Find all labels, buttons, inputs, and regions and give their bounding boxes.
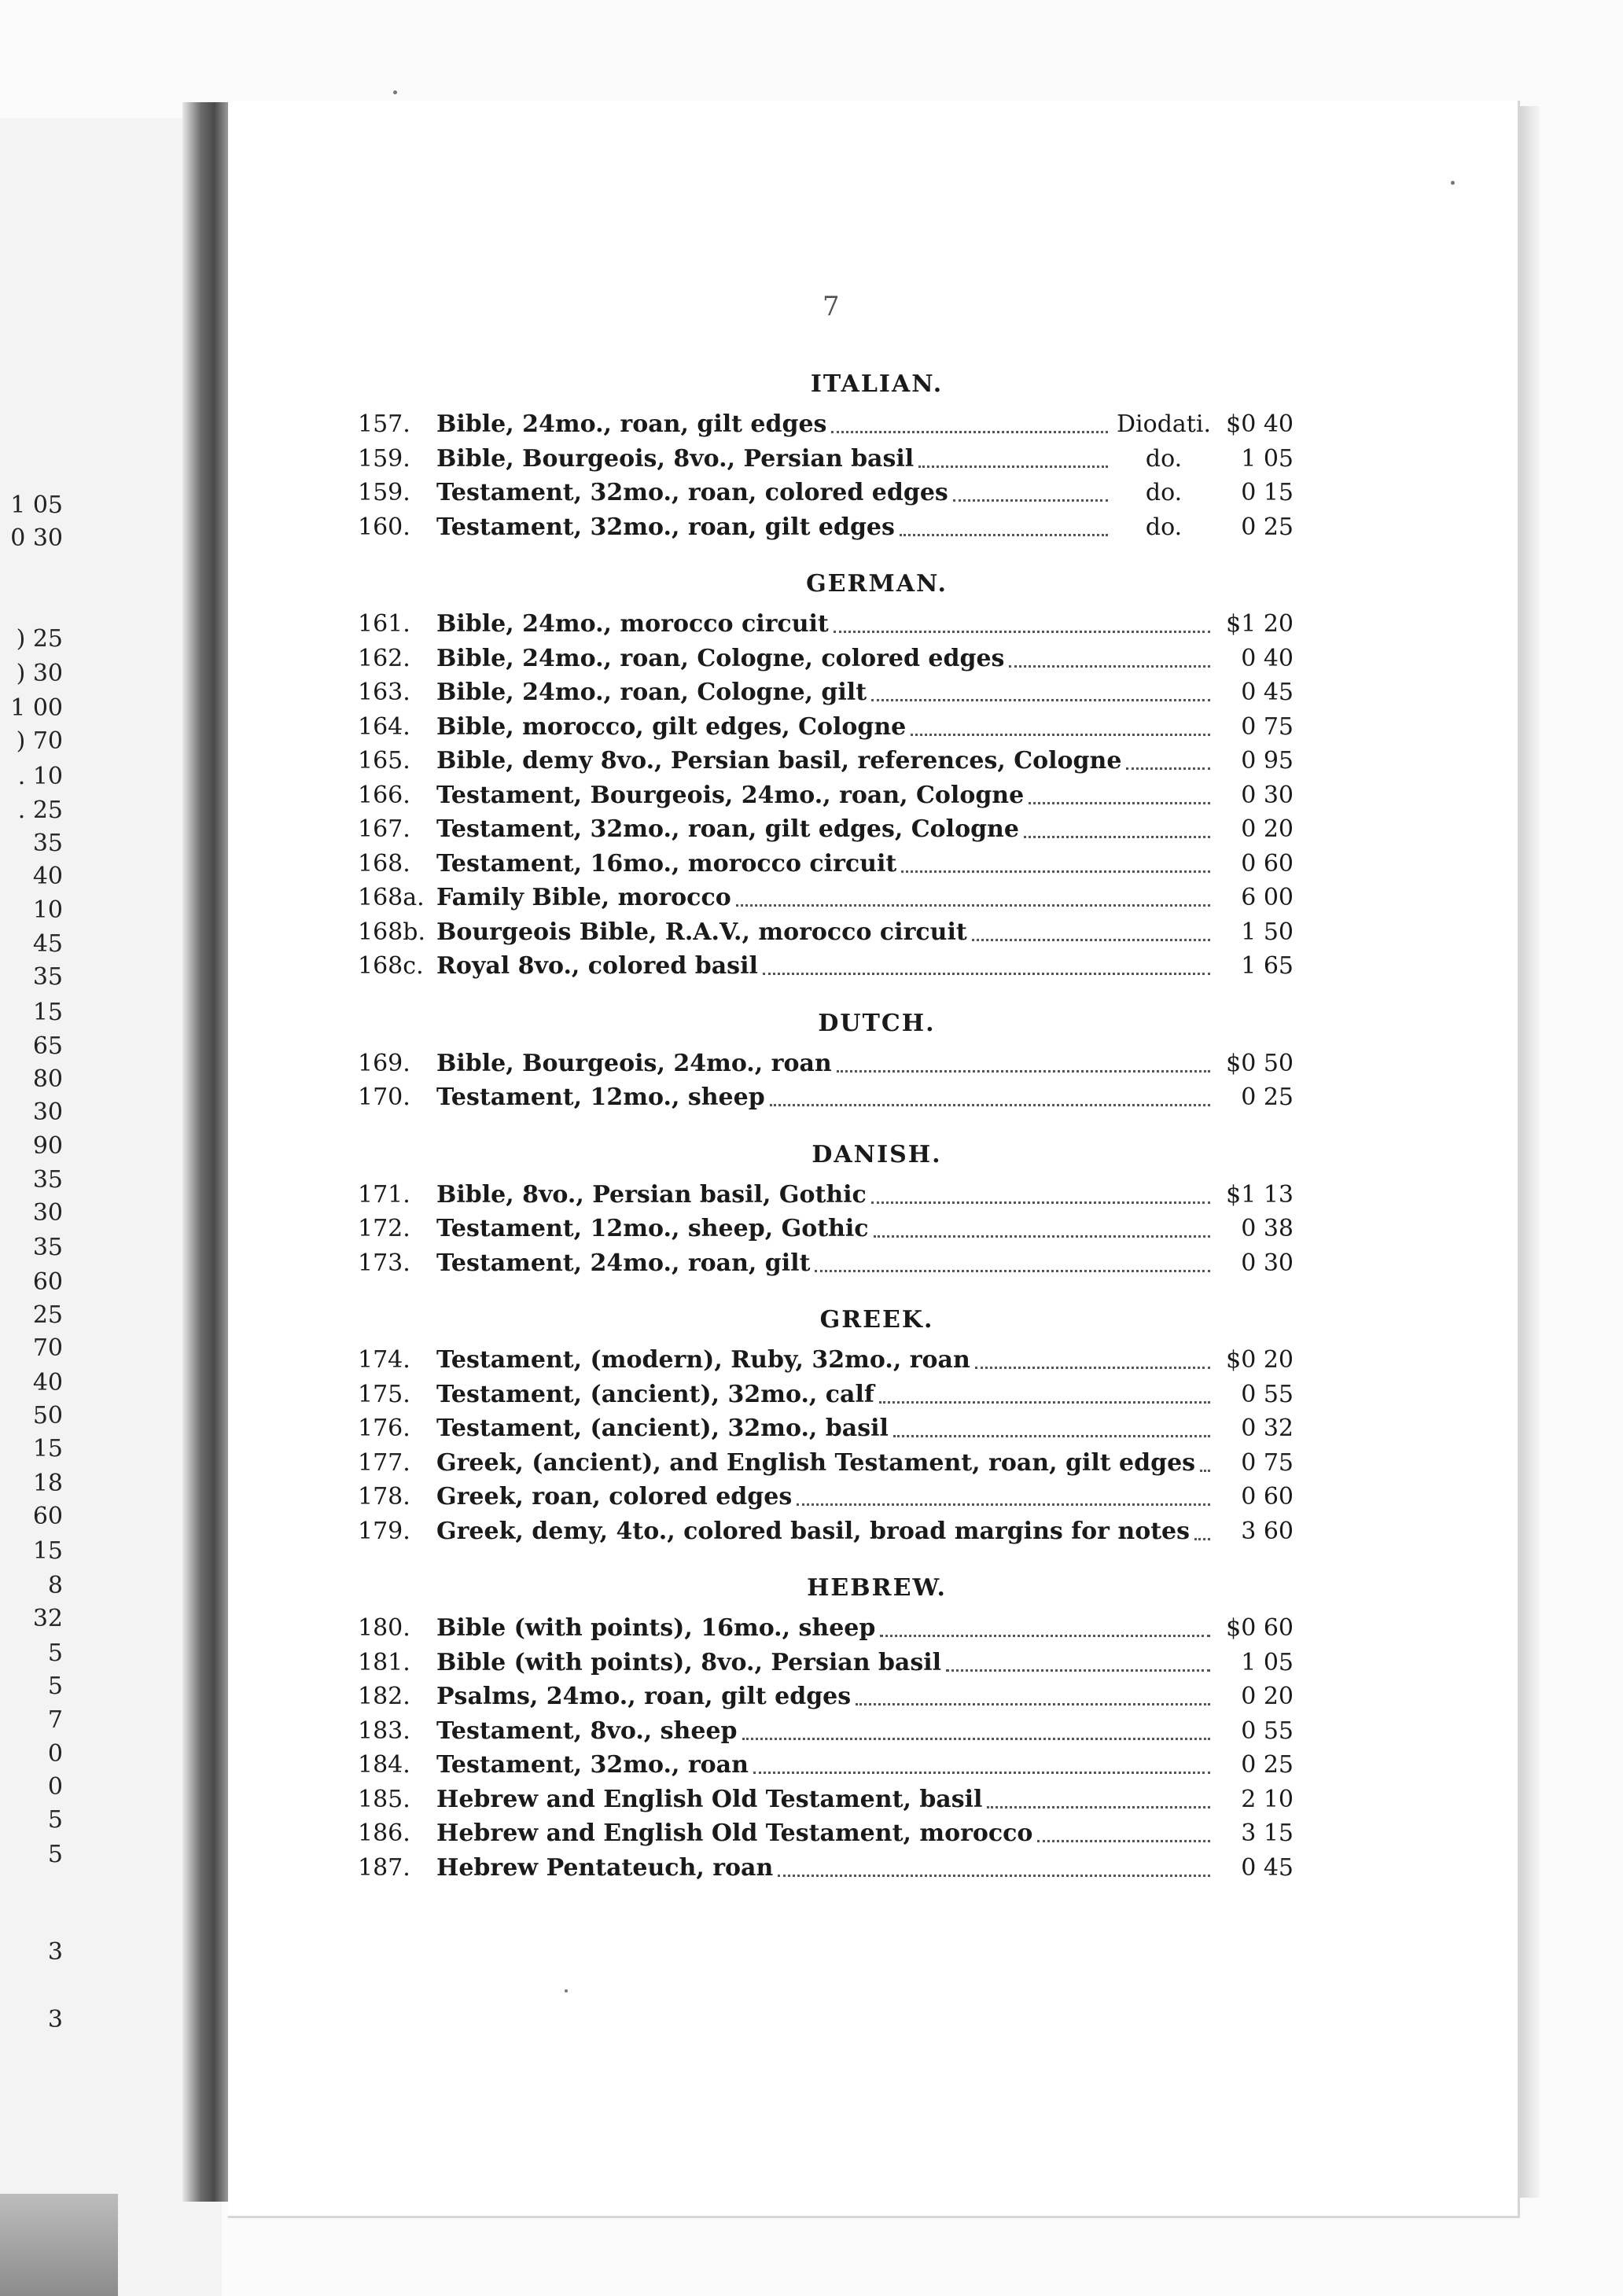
item-number: 170. — [358, 1084, 410, 1111]
item-number: 171. — [358, 1180, 410, 1209]
left-page-price: 15 — [32, 1435, 63, 1463]
item-description: Testament, (modern), Ruby, 32mo., roan — [436, 1346, 970, 1374]
list-item — [358, 881, 1294, 915]
section-title: ITALIAN. — [810, 370, 944, 398]
dot-leader — [1024, 812, 1210, 838]
item-price: 0 60 — [1241, 1483, 1294, 1510]
dot-leader — [770, 1080, 1210, 1106]
list-item — [358, 1178, 1294, 1212]
list-item — [358, 1378, 1294, 1412]
dot-leader — [871, 675, 1210, 701]
item-description: Greek, roan, colored edges — [436, 1483, 793, 1510]
item-description: Greek, demy, 4to., colored basil, broad margins for notes — [436, 1517, 1191, 1545]
item-number: 159. — [358, 479, 410, 506]
left-page-price: 5 — [47, 1639, 63, 1667]
item-number: 168. — [358, 849, 410, 878]
item-price: $0 20 — [1226, 1346, 1294, 1374]
book-gutter — [182, 102, 228, 2202]
item-price: 0 38 — [1241, 1215, 1294, 1242]
item-price: 0 25 — [1241, 513, 1294, 541]
left-page-price: 0 — [47, 1773, 63, 1801]
item-price: 0 25 — [1241, 1751, 1294, 1779]
dot-leader — [879, 1378, 1210, 1404]
list-item — [358, 407, 1294, 442]
left-page-price: 60 — [32, 1503, 63, 1530]
item-number: 162. — [358, 644, 410, 672]
left-page-price: 5 — [47, 1672, 63, 1700]
dot-leader — [874, 1212, 1210, 1238]
section-title: DUTCH. — [818, 1009, 936, 1037]
left-page-price: . 10 — [17, 763, 63, 790]
item-price: 0 40 — [1241, 644, 1294, 672]
item-description: Bible, Bourgeois, 8vo., Persian basil — [436, 444, 915, 473]
left-page-price: 35 — [32, 963, 63, 991]
item-description: Bible, Bourgeois, 24mo., roan — [436, 1049, 832, 1077]
item-number: 173. — [358, 1249, 410, 1277]
left-page-price: 5 — [47, 1806, 63, 1834]
left-page-price: 35 — [32, 1234, 63, 1261]
list-item — [358, 915, 1294, 950]
item-number: 165. — [358, 747, 410, 775]
left-page-price: 50 — [32, 1402, 63, 1429]
item-price: 0 30 — [1241, 1249, 1294, 1277]
dot-leader — [778, 1851, 1210, 1877]
dot-leader — [893, 1411, 1210, 1437]
item-description: Testament, (ancient), 32mo., basil — [436, 1415, 889, 1442]
item-price: $0 40 — [1226, 410, 1294, 438]
item-description: Testament, Bourgeois, 24mo., roan, Cologne — [436, 781, 1025, 809]
left-page-price: ) 25 — [16, 625, 63, 653]
item-number: 181. — [358, 1648, 410, 1676]
item-price: 0 75 — [1241, 712, 1294, 741]
list-item — [358, 1748, 1294, 1783]
list-item — [358, 812, 1294, 847]
list-item — [358, 1851, 1294, 1886]
left-page-price: 90 — [32, 1132, 63, 1160]
dot-leader — [946, 1646, 1210, 1672]
item-number: 174. — [358, 1346, 410, 1374]
left-page-price: 30 — [32, 1199, 63, 1227]
list-item — [358, 1212, 1294, 1246]
list-item — [358, 949, 1294, 984]
item-translation-note: do. — [1145, 479, 1183, 506]
item-description: Bible, morocco, gilt edges, Cologne — [436, 712, 907, 741]
item-price: $0 50 — [1226, 1049, 1294, 1077]
dot-leader — [1037, 1816, 1210, 1842]
section-title: HEBREW. — [807, 1574, 947, 1602]
item-description: Bible (with points), 8vo., Persian basil — [436, 1648, 942, 1676]
left-page-price: 80 — [32, 1065, 63, 1093]
item-description: Bible, demy 8vo., Persian basil, references, Cologne — [436, 747, 1122, 775]
item-description: Hebrew and English Old Testament, basil — [436, 1785, 983, 1813]
left-page-price: 0 — [47, 1740, 63, 1768]
item-number: 183. — [358, 1716, 410, 1745]
list-item — [358, 1816, 1294, 1851]
right-page-edge — [1518, 106, 1540, 2198]
dot-leader — [987, 1783, 1210, 1808]
left-page-price: 40 — [32, 863, 63, 890]
item-number: 163. — [358, 679, 410, 706]
item-number: 185. — [358, 1785, 410, 1813]
item-price: 2 10 — [1241, 1785, 1294, 1813]
item-price: 0 32 — [1241, 1415, 1294, 1442]
list-item — [358, 675, 1294, 710]
list-item — [358, 847, 1294, 881]
dot-leader — [901, 847, 1210, 873]
dot-leader — [763, 949, 1210, 975]
item-price: 1 05 — [1241, 1648, 1294, 1676]
item-price: 0 75 — [1241, 1448, 1294, 1477]
section-german — [358, 561, 1294, 984]
dot-leader — [972, 915, 1210, 941]
item-price: 0 20 — [1241, 1683, 1294, 1710]
item-description: Hebrew Pentateuch, roan — [436, 1853, 774, 1882]
list-item — [358, 442, 1294, 476]
item-price: 0 45 — [1241, 679, 1294, 706]
list-item — [358, 1783, 1294, 1817]
dot-leader — [1200, 1446, 1210, 1472]
item-description: Royal 8vo., colored basil — [436, 952, 758, 980]
item-description: Bourgeois Bible, R.A.V., morocco circuit — [436, 918, 967, 946]
left-page-price: 15 — [32, 999, 63, 1026]
item-number: 166. — [358, 781, 410, 809]
list-item — [358, 607, 1294, 642]
list-item — [358, 710, 1294, 745]
left-page-price: 0 30 — [10, 524, 63, 552]
dot-leader — [918, 442, 1108, 468]
item-number: 159. — [358, 444, 410, 473]
item-number: 161. — [358, 610, 410, 638]
item-description: Bible, 24mo., roan, Cologne, colored edges — [436, 644, 1005, 672]
item-price: 0 25 — [1241, 1084, 1294, 1111]
left-page-price: 7 — [47, 1706, 63, 1734]
dot-leader — [815, 1246, 1210, 1272]
item-description: Bible, 24mo., morocco circuit — [436, 610, 829, 638]
section-hebrew — [358, 1566, 1294, 1885]
item-number: 178. — [358, 1483, 410, 1510]
item-description: Greek, (ancient), and English Testament, roan, gilt edges — [436, 1448, 1196, 1477]
item-number: 168a. — [358, 884, 425, 911]
list-item — [358, 778, 1294, 813]
left-page-price: ) 30 — [16, 660, 63, 687]
left-page-price: 40 — [32, 1369, 63, 1396]
item-price: $0 60 — [1226, 1614, 1294, 1642]
item-description: Family Bible, morocco — [436, 884, 731, 911]
item-price: 0 20 — [1241, 815, 1294, 843]
item-description: Bible, 8vo., Persian basil, Gothic — [436, 1180, 867, 1209]
section-dutch — [358, 1001, 1294, 1115]
item-price: 0 60 — [1241, 849, 1294, 878]
dot-leader — [1126, 744, 1210, 770]
item-number: 160. — [358, 513, 410, 541]
item-number: 177. — [358, 1448, 410, 1477]
dot-leader — [953, 476, 1108, 502]
item-number: 176. — [358, 1415, 410, 1442]
dot-leader — [797, 1480, 1210, 1506]
item-description: Hebrew and English Old Testament, morocco — [436, 1820, 1033, 1847]
left-page-price: 1 05 — [10, 491, 63, 519]
item-description: Testament, 8vo., sheep — [436, 1716, 738, 1745]
item-number: 186. — [358, 1820, 410, 1847]
item-number: 168b. — [358, 918, 426, 946]
left-page-price: 3 — [47, 1938, 63, 1966]
item-number: 187. — [358, 1853, 410, 1882]
item-price: 1 50 — [1241, 918, 1294, 946]
item-number: 184. — [358, 1751, 410, 1779]
left-page-price: 5 — [47, 1841, 63, 1868]
left-page-price: 10 — [32, 896, 63, 924]
left-page-price: 60 — [32, 1268, 63, 1296]
section-greek — [358, 1297, 1294, 1548]
page-number: 7 — [823, 291, 840, 322]
item-description: Bible, 24mo., roan, Cologne, gilt — [436, 679, 867, 706]
item-number: 180. — [358, 1614, 410, 1642]
item-description: Testament, 24mo., roan, gilt — [436, 1249, 811, 1277]
item-number: 182. — [358, 1683, 410, 1710]
item-number: 169. — [358, 1049, 410, 1077]
left-page-price: 30 — [32, 1098, 63, 1126]
left-page-price: 35 — [32, 1166, 63, 1194]
item-number: 157. — [358, 410, 410, 438]
section-title: GERMAN. — [806, 570, 948, 598]
item-price: 0 55 — [1241, 1380, 1294, 1408]
dot-leader — [742, 1714, 1210, 1740]
left-page-price: 8 — [47, 1572, 63, 1599]
item-price: 0 45 — [1241, 1853, 1294, 1882]
list-item — [358, 1680, 1294, 1714]
left-page-edge — [0, 2194, 118, 2296]
list-item — [358, 1611, 1294, 1646]
dot-leader — [834, 607, 1210, 633]
left-page-price: 18 — [32, 1470, 63, 1497]
list-item — [358, 1646, 1294, 1680]
section-italian — [358, 362, 1294, 544]
dot-leader — [736, 881, 1210, 907]
item-number: 164. — [358, 712, 410, 741]
dot-leader — [880, 1611, 1210, 1637]
item-description: Testament, 32mo., roan, gilt edges, Cologne — [436, 815, 1019, 843]
item-number: 168c. — [358, 952, 424, 980]
item-price: 3 60 — [1241, 1517, 1294, 1545]
item-description: Testament, 12mo., sheep — [436, 1084, 765, 1111]
section-danish — [358, 1132, 1294, 1281]
dot-leader — [911, 710, 1210, 736]
left-page-price: . 25 — [17, 797, 63, 824]
item-description: Testament, 32mo., roan — [436, 1751, 749, 1779]
item-translation-note: do. — [1145, 444, 1183, 473]
list-item — [358, 476, 1294, 510]
dot-leader — [831, 407, 1108, 433]
left-page-price: 70 — [32, 1334, 63, 1362]
list-item — [358, 1343, 1294, 1378]
dust-speck — [393, 90, 397, 94]
dot-leader — [1194, 1514, 1210, 1540]
section-title: DANISH. — [812, 1140, 942, 1168]
item-description: Testament, (ancient), 32mo., calf — [436, 1380, 874, 1408]
dot-leader — [1009, 642, 1210, 668]
left-page-price: 3 — [47, 2006, 63, 2033]
item-translation-note: do. — [1145, 513, 1183, 541]
item-description: Testament, 12mo., sheep, Gothic — [436, 1215, 869, 1242]
left-page-price: 25 — [32, 1301, 63, 1329]
list-item — [358, 1514, 1294, 1549]
item-price: 6 00 — [1241, 884, 1294, 911]
list-item — [358, 744, 1294, 778]
left-page-price: 32 — [32, 1605, 63, 1632]
list-item — [358, 1080, 1294, 1115]
item-price: 0 55 — [1241, 1716, 1294, 1745]
left-page-price: 45 — [32, 930, 63, 958]
dot-leader — [1029, 778, 1210, 804]
item-description: Bible (with points), 16mo., sheep — [436, 1614, 876, 1642]
section-title: GREEK. — [819, 1306, 934, 1334]
item-price: 1 65 — [1241, 952, 1294, 980]
item-price: 0 15 — [1241, 479, 1294, 506]
left-page-price: 35 — [32, 830, 63, 857]
item-price: 0 30 — [1241, 781, 1294, 809]
dust-speck — [1451, 181, 1455, 185]
item-number: 179. — [358, 1517, 410, 1545]
item-description: Testament, 16mo., morocco circuit — [436, 849, 897, 878]
price-list — [358, 362, 1294, 1902]
left-page-price: 15 — [32, 1537, 63, 1565]
item-price: 0 95 — [1241, 747, 1294, 775]
list-item — [358, 1411, 1294, 1446]
item-description: Testament, 32mo., roan, colored edges — [436, 479, 948, 506]
dot-leader — [753, 1748, 1210, 1774]
dot-leader — [900, 510, 1108, 536]
dot-leader — [975, 1343, 1210, 1369]
item-price: 3 15 — [1241, 1820, 1294, 1847]
item-price: $1 20 — [1226, 610, 1294, 638]
dust-speck — [565, 1989, 568, 1992]
item-price: $1 13 — [1226, 1180, 1294, 1209]
list-item — [358, 1246, 1294, 1281]
dot-leader — [856, 1680, 1210, 1705]
left-page-price: ) 70 — [16, 727, 63, 755]
dot-leader — [837, 1047, 1210, 1073]
item-price: 1 05 — [1241, 444, 1294, 473]
item-description: Bible, 24mo., roan, gilt edges — [436, 410, 827, 438]
left-page-price: 1 00 — [10, 694, 63, 722]
list-item — [358, 1480, 1294, 1514]
item-description: Psalms, 24mo., roan, gilt edges — [436, 1683, 852, 1710]
dot-leader — [871, 1178, 1210, 1204]
list-item — [358, 510, 1294, 545]
item-number: 172. — [358, 1215, 410, 1242]
list-item — [358, 1714, 1294, 1749]
item-number: 167. — [358, 815, 410, 843]
item-description: Testament, 32mo., roan, gilt edges — [436, 513, 895, 541]
list-item — [358, 1446, 1294, 1481]
list-item — [358, 642, 1294, 676]
list-item — [358, 1047, 1294, 1081]
item-translation-note: Diodati. — [1117, 410, 1211, 438]
left-page-price: 65 — [32, 1032, 63, 1060]
item-number: 175. — [358, 1380, 410, 1408]
